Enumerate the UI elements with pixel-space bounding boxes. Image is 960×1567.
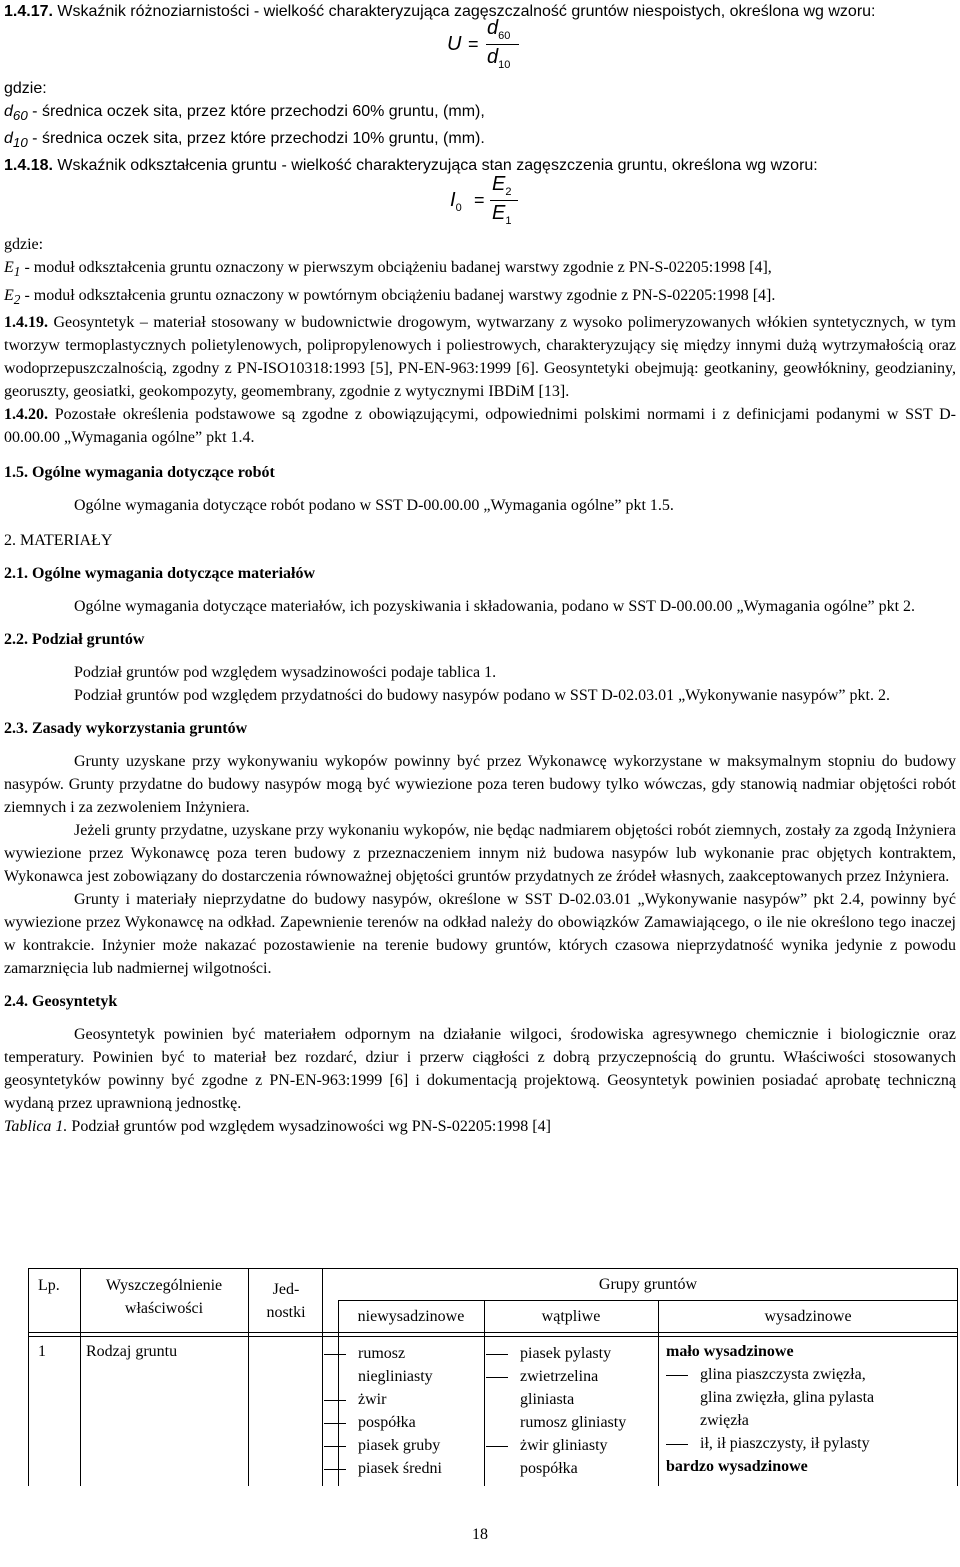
definition-e1: $E_1$ - moduł odkształcenia gruntu oznaczony w pierwszym obciążeniu badanej warstwy zgodnie z PN-S-02205:1998 [4], bbox=[4, 259, 772, 280]
page-number: 18 bbox=[472, 1526, 488, 1543]
table-1 bbox=[28, 1268, 958, 1486]
table-header-desc: Wyszczególnienie właściwości bbox=[105, 1277, 223, 1317]
table-cell-desc: Rodzaj gruntu bbox=[86, 1343, 178, 1360]
heading-2-2: 2.2. Podział gruntów bbox=[4, 630, 145, 648]
heading-2: 2. MATERIAŁY bbox=[4, 531, 113, 549]
paragraph-2-2-2: Podział gruntów pod względem przydatności do budowy nasypów podano w SST D-02.03.01 „Wykonywanie nasypów” pkt. 2. bbox=[74, 686, 890, 704]
definition-e2: $E_2$ - moduł odkształcenia gruntu oznaczony w powtórnym obciążeniu badanej warstwy zgodnie z PN-S-02205:1998 [4]. bbox=[4, 286, 776, 307]
table-line-header-2 bbox=[28, 1336, 958, 1337]
section-1-4-18 bbox=[4, 154, 956, 177]
paragraph-2-3-2: Jeżeli grunty przydatne, uzyskane przy wykonaniu wykopów, nie będąc nadmiarem objętości robót ziemnych, zostały za zgodą Inżyniera wywiezione przez Wykonawcę poza teren budowy z przeznaczeniem innym niż budowa nasypów lub wykonanie prac objętych kontraktem, Wykonawca jest zobowiązany do dostarczenia równoważnej objętości gruntów przydatnych ze źródeł własnych, zaakceptowanych przez Inżyniera. bbox=[4, 821, 956, 885]
document-page bbox=[4, 0, 956, 1138]
formula-eq: = bbox=[468, 34, 479, 54]
table-line-header bbox=[28, 1332, 958, 1333]
formula-den-sub: 10 bbox=[498, 59, 511, 71]
table-line-groups bbox=[338, 1300, 958, 1301]
formula-num-sub: 60 bbox=[498, 30, 511, 42]
heading-2-1: 2.1. Ogólne wymagania dotyczące materiałów bbox=[4, 564, 316, 582]
table-vline bbox=[80, 1268, 81, 1486]
table-cell-g2: piasek pylasty zwietrzelina gliniasta rumosz gliniasty żwir gliniasty pospółka bbox=[486, 1342, 656, 1480]
paragraph-2-2-1: Podział gruntów pod względem wysadzinowości podaje tablica 1. bbox=[74, 663, 497, 681]
table-header-g3: wysadzinowe bbox=[764, 1308, 852, 1325]
table-vline bbox=[322, 1268, 323, 1486]
heading-2-4: 2.4. Geosyntetyk bbox=[4, 992, 118, 1010]
section-text: Wskaźnik odkształcenia gruntu - wielkość charakteryzująca stan zagęszczenia gruntu, określona wg wzoru: bbox=[57, 157, 818, 175]
heading-1-5: 1.5. Ogólne wymagania dotyczące robót bbox=[4, 463, 275, 481]
formula-i0: $I_0$ = $E_2$ $E_1$ bbox=[4, 177, 956, 233]
paragraph-1-5: Ogólne wymagania dotyczące robót podano w SST D-00.00.00 „Wymagania ogólne” pkt 1.5. bbox=[74, 496, 674, 514]
table-vline bbox=[957, 1268, 958, 1486]
section-1-4-19: 1.4.19. Geosyntetyk – materiał stosowany w budownictwie drogowym, wytwarzany z wysoko polimeryzowanych włókien syntetycznych, w tym tworzyw termoplastycznych polietylenowych, polipropylenowych i poliestrowych, charakteryzujący się między innymi dużą wytrzymałością oraz wodoprzepuszczalnością, zgodny z PN-ISO10318:1993 [5], PN-EN-963:1999 [6]. Geosyntetyki obejmują: geotkaniny, geowłókniny, geodzianiny, georuszty, geosiatki, geokompozyty, geomembrany, zgodnie z wytycznymi IBDiM [13]. bbox=[4, 313, 956, 400]
gdzie-label: gdzie: bbox=[4, 80, 47, 97]
paragraph-2-4-1: Geosyntetyk powinien być materiałem odpornym na działanie wilgoci, środowiska agresywnego chemicznie i biologicznie oraz temperatury. Powinien być to materiał bez rozdarć, dziur i przerw ciągłości z dobrą przyczepnością do gruntu. Właściwości stosowanych geosyntetyków powinny być zgodne z PN-EN-963:1999 [6] i dokumentacją projektową. Geosyntetyk powinien posiadać aprobatę techniczną wydaną przez uprawnioną jednostkę. bbox=[4, 1025, 956, 1112]
definition-d10: $d_{10}$ - średnica oczek sita, przez które przechodzi 10% gruntu, (mm). bbox=[4, 130, 485, 151]
section-text: Wskaźnik różnoziarnistości - wielkość charakteryzująca zagęszczalność gruntów niespoistych, określona wg wzoru: bbox=[57, 3, 876, 20]
section-number: 1.4.18. bbox=[4, 157, 53, 175]
table-header-lp: Lp. bbox=[38, 1277, 60, 1294]
table-vline bbox=[248, 1268, 249, 1486]
section-1-4-17 bbox=[4, 0, 956, 23]
fraction-bar bbox=[486, 44, 519, 45]
formula-lhs: U bbox=[447, 33, 462, 55]
paragraph-2-3-3: Grunty i materiały nieprzydatne do budowy nasypów, określone w SST D-02.03.01 „Wykonywanie nasypów” pkt 2.4, powinny być wywiezione przez Wykonawcę na odkład. Zapewnienie terenów na odkład należy do obowiązków Zamawiającego, o ile nie określono tego inaczej w kontrakcie. Inżynier może nakazać pozostawienie na terenie budowy gruntów, których czasowa nieprzydatność wynika jedynie z powodu zamarznięcia lub nadmiernej wilgotności. bbox=[4, 890, 956, 977]
section-1-4-20: 1.4.20. Pozostałe określenia podstawowe są zgodne z obowiązującymi, odpowiednimi polskimi normami i z definicjami podanymi w SST D-00.00.00 „Wymagania ogólne” pkt 1.4. bbox=[4, 405, 957, 446]
table-cell-g1: rumosz niegliniasty żwir pospółka piasek gruby piasek średni bbox=[324, 1342, 482, 1480]
table-header-groups: Grupy gruntów bbox=[598, 1276, 698, 1293]
table-header-g2: wątpliwe bbox=[541, 1308, 601, 1325]
formula-den: d bbox=[487, 46, 499, 68]
fraction-bar bbox=[490, 200, 518, 201]
formula-u bbox=[4, 17, 956, 77]
table-border-top bbox=[28, 1268, 958, 1269]
table-cell-g3: mało wysadzinowe glina piaszczysta zwięzła, glina zwięzła, glina pylasta zwięzła ił, ił piaszczysty, ił pylasty bardzo wysadzinowe bbox=[666, 1343, 875, 1475]
paragraph-2-1: Ogólne wymagania dotyczące materiałów, ich pozyskiwania i składowania, podano w SST D-00.00.00 „Wymagania ogólne” pkt 2. bbox=[74, 597, 916, 615]
table-header-g1: niewysadzinowe bbox=[357, 1308, 465, 1325]
paragraph-2-3-1: Grunty uzyskane przy wykonywaniu wykopów powinny być przez Wykonawcę wykorzystane w maksymalnym stopniu do budowy nasypów. Grunty przydatne do budowy nasypów mogą być wywiezione poza teren budowy tylko wówczas, gdy stanowią nadmiar objętości robót ziemnych i za zezwoleniem Inżyniera. bbox=[4, 752, 956, 816]
table-header-unit: Jed- nostki bbox=[266, 1281, 306, 1321]
gdzie-label: gdzie: bbox=[4, 236, 44, 254]
section-number: 1.4.17. bbox=[4, 3, 53, 20]
table-cell-lp: 1 bbox=[38, 1343, 46, 1360]
heading-2-3: 2.3. Zasady wykorzystania gruntów bbox=[4, 719, 248, 737]
definition-d60: $d_{60}$ - średnica oczek sita, przez które przechodzi 60% gruntu, (mm), bbox=[4, 103, 485, 124]
formula-num: d bbox=[487, 17, 499, 39]
table-caption: Tablica 1. Podział gruntów pod względem wysadzinowości wg PN-S-02205:1998 [4] bbox=[4, 1117, 551, 1135]
table-vline bbox=[28, 1268, 29, 1486]
